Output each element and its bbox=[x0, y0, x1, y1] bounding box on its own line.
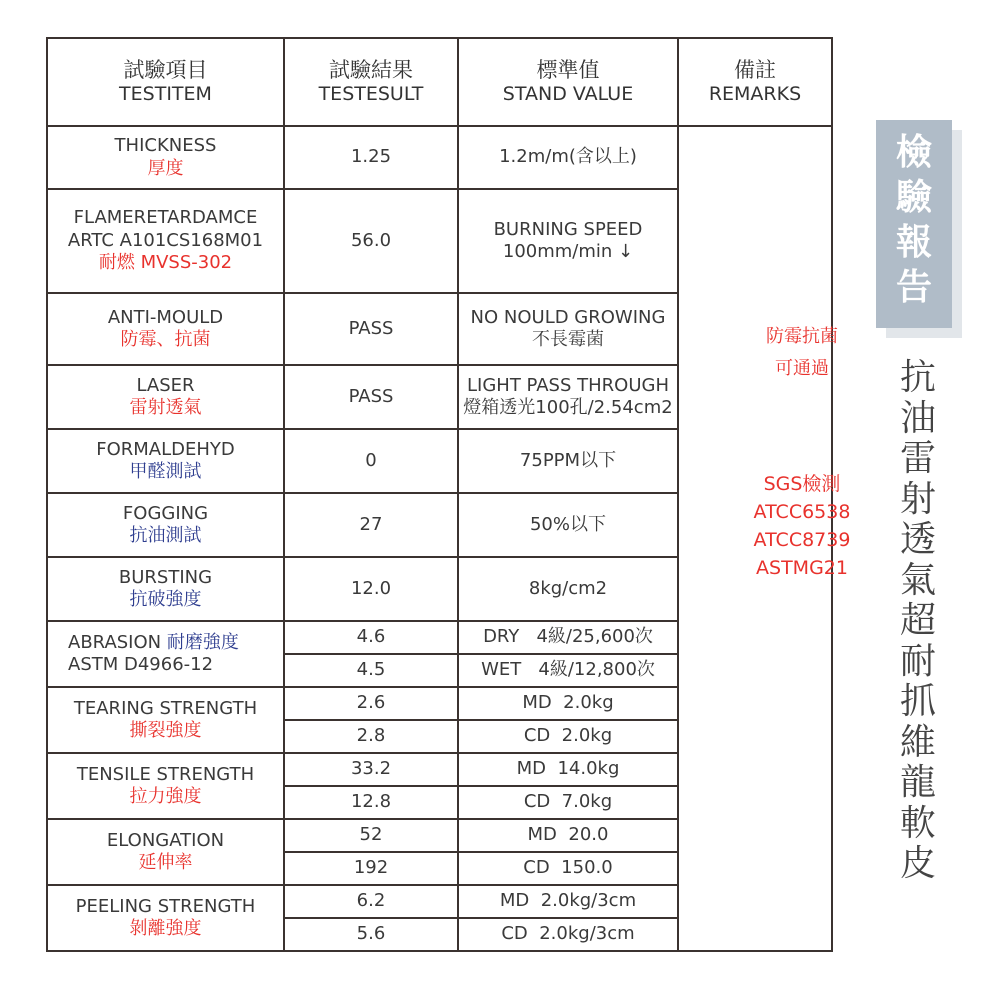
standard-tearing-md: MD 2.0kg bbox=[458, 687, 678, 720]
remark-line: ATCC6538 bbox=[753, 501, 851, 523]
header-row bbox=[47, 38, 832, 126]
result-abrasion-dry: 4.6 bbox=[284, 621, 458, 654]
test-report-table bbox=[46, 37, 851, 952]
tag-char: 報 bbox=[895, 222, 932, 263]
result-flame: 56.0 bbox=[284, 189, 458, 293]
item-peeling: PEELING STRENGTH 剝離強度 bbox=[47, 885, 284, 951]
title-char: 射 bbox=[899, 478, 936, 520]
title-char: 雷 bbox=[899, 438, 936, 479]
item-thickness: THICKNESS 厚度 bbox=[47, 126, 284, 189]
result-peeling-md: 6.2 bbox=[284, 885, 458, 918]
standard-peeling-md: MD 2.0kg/3cm bbox=[458, 885, 678, 918]
remark-line: SGS檢測 bbox=[763, 473, 841, 495]
remark-line: 防霉抗菌 bbox=[766, 326, 838, 347]
title-char: 透 bbox=[899, 519, 936, 560]
standard-bursting: 8kg/cm2 bbox=[458, 557, 678, 621]
standard-fogging: 50%以下 bbox=[458, 493, 678, 557]
standard-tensile-cd: CD 7.0kg bbox=[458, 786, 678, 819]
remark-line: ASTMG21 bbox=[756, 557, 848, 579]
title-char: 龍 bbox=[899, 762, 936, 803]
title-char: 超 bbox=[899, 600, 936, 641]
item-fogging: FOGGING 抗油測試 bbox=[47, 493, 284, 557]
tag-char: 告 bbox=[895, 267, 932, 308]
standard-abrasion-wet: WET 4級/12,800次 bbox=[458, 654, 678, 687]
item-bursting: BURSTING 抗破強度 bbox=[47, 557, 284, 621]
result-tensile-cd: 12.8 bbox=[284, 786, 458, 819]
standard-tearing-cd: CD 2.0kg bbox=[458, 720, 678, 753]
standard-thickness: 1.2m/m(含以上) bbox=[458, 126, 678, 189]
remark-line: 可通過 bbox=[775, 358, 829, 379]
result-peeling-cd: 5.6 bbox=[284, 918, 458, 951]
result-formaldehyd: 0 bbox=[284, 429, 458, 493]
title-char: 抗 bbox=[899, 357, 936, 398]
item-flame: FLAMERETARDAMCE ARTC A101CS168M01 耐燃 MVSS-302 bbox=[47, 189, 284, 293]
standard-elongation-md: MD 20.0 bbox=[458, 819, 678, 852]
title-char: 皮 bbox=[899, 843, 936, 884]
item-elongation: ELONGATION 延伸率 bbox=[47, 819, 284, 885]
result-mould: PASS bbox=[284, 293, 458, 365]
title-char: 維 bbox=[899, 721, 936, 763]
standard-elongation-cd: CD 150.0 bbox=[458, 852, 678, 885]
remarks-cell bbox=[678, 126, 851, 951]
header-remarks: 備註 REMARKS bbox=[678, 38, 832, 126]
tag-char: 檢 bbox=[895, 132, 932, 173]
result-laser: PASS bbox=[284, 365, 458, 429]
result-elongation-md: 52 bbox=[284, 819, 458, 852]
result-thickness: 1.25 bbox=[284, 126, 458, 189]
standard-mould: NO NOULD GROWING 不長霉菌 bbox=[458, 293, 678, 365]
result-fogging: 27 bbox=[284, 493, 458, 557]
item-tearing: TEARING STRENGTH 撕裂強度 bbox=[47, 687, 284, 753]
item-laser: LASER 雷射透氣 bbox=[47, 365, 284, 429]
standard-abrasion-dry: DRY 4級/25,600次 bbox=[458, 621, 678, 654]
inspection-report-tag bbox=[876, 120, 952, 328]
title-char: 軟 bbox=[899, 802, 936, 844]
standard-formaldehyd: 75PPM以下 bbox=[458, 429, 678, 493]
standard-peeling-cd: CD 2.0kg/3cm bbox=[458, 918, 678, 951]
item-abrasion: ABRASION 耐磨強度 ASTM D4966-12 bbox=[47, 621, 284, 687]
result-bursting: 12.0 bbox=[284, 557, 458, 621]
result-tearing-md: 2.6 bbox=[284, 687, 458, 720]
tag-char: 驗 bbox=[895, 177, 932, 218]
table-row bbox=[47, 126, 832, 189]
result-tearing-cd: 2.8 bbox=[284, 720, 458, 753]
title-char: 抓 bbox=[899, 681, 936, 722]
result-tensile-md: 33.2 bbox=[284, 753, 458, 786]
standard-laser: LIGHT PASS THROUGH 燈箱透光100孔/2.54cm2 bbox=[458, 365, 678, 429]
standard-flame: BURNING SPEED 100mm/min ↓ bbox=[458, 189, 678, 293]
item-tensile: TENSILE STRENGTH 拉力強度 bbox=[47, 753, 284, 819]
result-abrasion-wet: 4.5 bbox=[284, 654, 458, 687]
title-char: 油 bbox=[899, 397, 936, 439]
title-char: 氣 bbox=[899, 559, 936, 601]
vertical-product-title bbox=[893, 358, 943, 885]
header-standard-value: 標準值 STAND VALUE bbox=[458, 38, 678, 126]
item-formaldehyd: FORMALDEHYD 甲醛測試 bbox=[47, 429, 284, 493]
header-test-result: 試驗結果 TESTESULT bbox=[284, 38, 458, 126]
remark-line: ATCC8739 bbox=[753, 529, 851, 551]
result-elongation-cd: 192 bbox=[284, 852, 458, 885]
header-test-item: 試驗項目 TESTITEM bbox=[47, 38, 284, 126]
title-char: 耐 bbox=[899, 640, 936, 682]
standard-tensile-md: MD 14.0kg bbox=[458, 753, 678, 786]
item-mould: ANTI-MOULD 防霉、抗菌 bbox=[47, 293, 284, 365]
